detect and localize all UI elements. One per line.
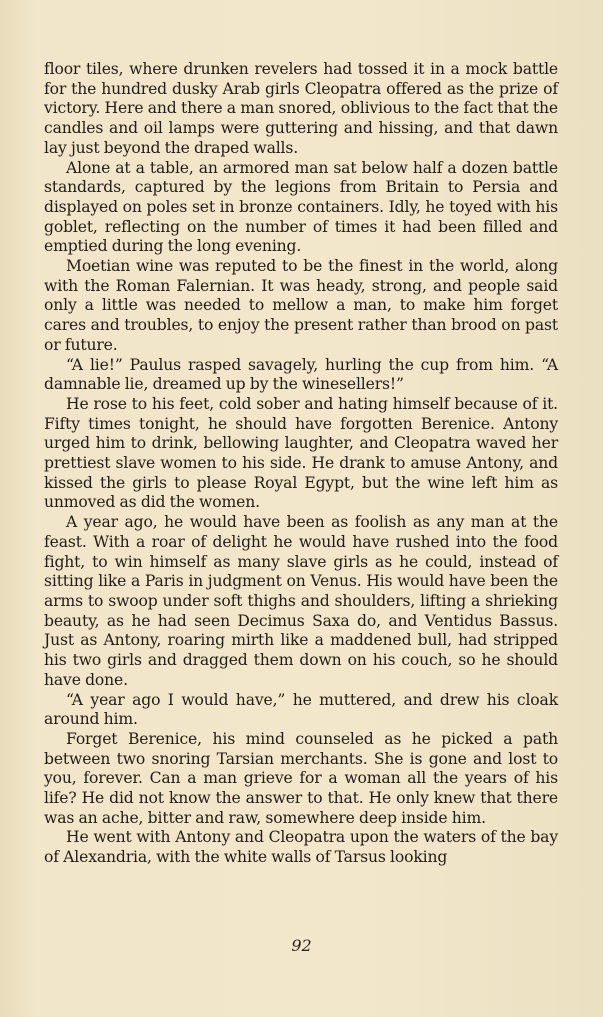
page-number: 92 — [291, 936, 312, 955]
paragraph: He went with Antony and Cleopatra upon the waters of the bay of Alexandria, with the white walls of Tarsus looking — [44, 828, 558, 867]
paragraph: A year ago, he would have been as foolish as any man at the feast. With a roar of delight he would have rushed into the food fight, to win himself as many slave girls as he could, instead of sitting like a Paris in judgment on Venus. His would have been the arms to swoop under soft thighs and shoulders, lifting a shrieking beauty, as he had seen Decimus Saxa do, and Ventidus Bassus. Just as Antony, roaring mirth like a maddened bull, had stripped his two girls and dragged them down on his couch, so he should have done. — [44, 513, 558, 689]
paragraph: floor tiles, where drunken revelers had tossed it in a mock battle for the hundred dusky Arab girls Cleopatra offered as the prize of victory. Here and there a man snored, oblivious to the fact that the candles and oil lamps were guttering and hissing, and that dawn lay just beyond the draped walls. — [44, 60, 558, 157]
paragraph: Forget Berenice, his mind counseled as he picked a path between two snoring Tarsian merchants. She is gone and lost to you, forever. Can a man grieve for a woman all the years of his life? He did not know the answer to that. He only knew that there was an ache, bitter and raw, somewhere deep inside him. — [44, 729, 558, 827]
paragraph: Alone at a table, an armored man sat below half a dozen battle standards, captured by the legions from Britain to Persia and displayed on poles set in bronze containers. Idly, he toyed with his goblet, reflecting on the number of times it had been filled and emptied during the long evening. — [44, 158, 558, 256]
paragraph: He rose to his feet, cold sober and hating himself because of it. Fifty times tonight, he should have forgotten Berenice. Antony urged him to drink, bellowing laughter, and Cleopatra waved her prettiest slave women to his side. He drank to amuse Antony, and kissed the girls to please Royal Egypt, but the wine left him as unmoved as did the women. — [44, 394, 558, 512]
paragraph: Moetian wine was reputed to be the finest in the world, along with the Roman Falernian. It was heady, strong, and people said only a little was needed to mellow a man, to make him forget cares and troubles, to enjoy the present rather than brood on past or future. — [44, 257, 558, 354]
body-text — [44, 60, 558, 868]
paragraph: “A year ago I would have,” he muttered, and drew his cloak around him. — [44, 690, 558, 729]
paragraph: “A lie!” Paulus rasped savagely, hurling the cup from him. “A damnable lie, dreamed up by the winesellers!” — [44, 355, 558, 394]
